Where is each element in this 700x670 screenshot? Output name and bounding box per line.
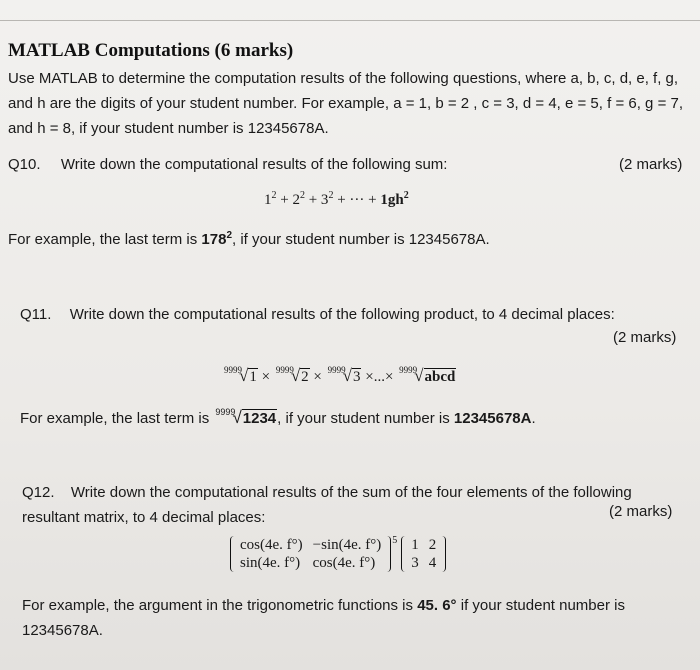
q11-number: Q11.: [20, 306, 52, 323]
q11-example: For example, the last term is $^{9999}$√1234, if your student number is 12345678A.: [20, 407, 536, 427]
root-term-2: $^{9999}$√2: [275, 365, 309, 385]
q11-product-formula: $^{9999}$√1 × $^{9999}$√2 × $^{9999}$√3 ×...× $^{9999}$√abcd: [224, 365, 456, 385]
q12-example: For example, the argument in the trigonometric functions is 45. 6° if your student number is 12345678A.: [22, 597, 625, 639]
q10-marks: (2 marks): [619, 156, 683, 173]
q12-marks: (2 marks): [609, 503, 673, 520]
q10-number: Q10.: [8, 156, 41, 173]
root-term-3: $^{9999}$√3: [327, 365, 361, 385]
root-term-1: $^{9999}$√1: [224, 365, 257, 385]
q11-text: Write down the computational results of the following product, to 4 decimal places:: [69, 306, 615, 323]
q10-sum-formula: $1^2 + 2^2 + 3^2$ + ··· + $1gh^2$: [264, 190, 409, 208]
q10-example: For example, the last term is $178^2$, if your student number is 12345678A.: [8, 230, 490, 248]
number-matrix: 1 2 3 4: [401, 536, 446, 572]
q11-question: [20, 306, 615, 323]
q12-matrix-formula: [230, 536, 446, 572]
q12-question: [22, 480, 692, 530]
q10-text: Write down the computational results of the following sum:: [60, 156, 448, 173]
root-term-last: $^{9999}$√abcd: [399, 365, 456, 385]
rotation-matrix: cos(4e. f°) −sin(4e. f°) sin(4e. f°) cos(4e. f°): [230, 536, 391, 572]
q12-number: Q12.: [22, 484, 55, 501]
matrix-power: 5: [392, 535, 398, 547]
q11-marks: (2 marks): [613, 329, 677, 346]
intro-paragraph: Use MATLAB to determine the computation results of the following questions, where a, b, c, d, e, f, g, and h are the digits of your student number. For example, a = 1, b = 2 , c = 3, d = 4, e = 5, f = 6, g = 7, and h = 8, if your student number is 12345678A.: [8, 70, 683, 137]
q12-text: Write down the computational results of the sum of the four elements of the following resultant matrix, to 4 decimal places:: [22, 484, 632, 526]
top-rule: [0, 20, 700, 21]
q10-question: [8, 156, 447, 173]
section-title: MATLAB Computations (6 marks): [8, 40, 294, 61]
